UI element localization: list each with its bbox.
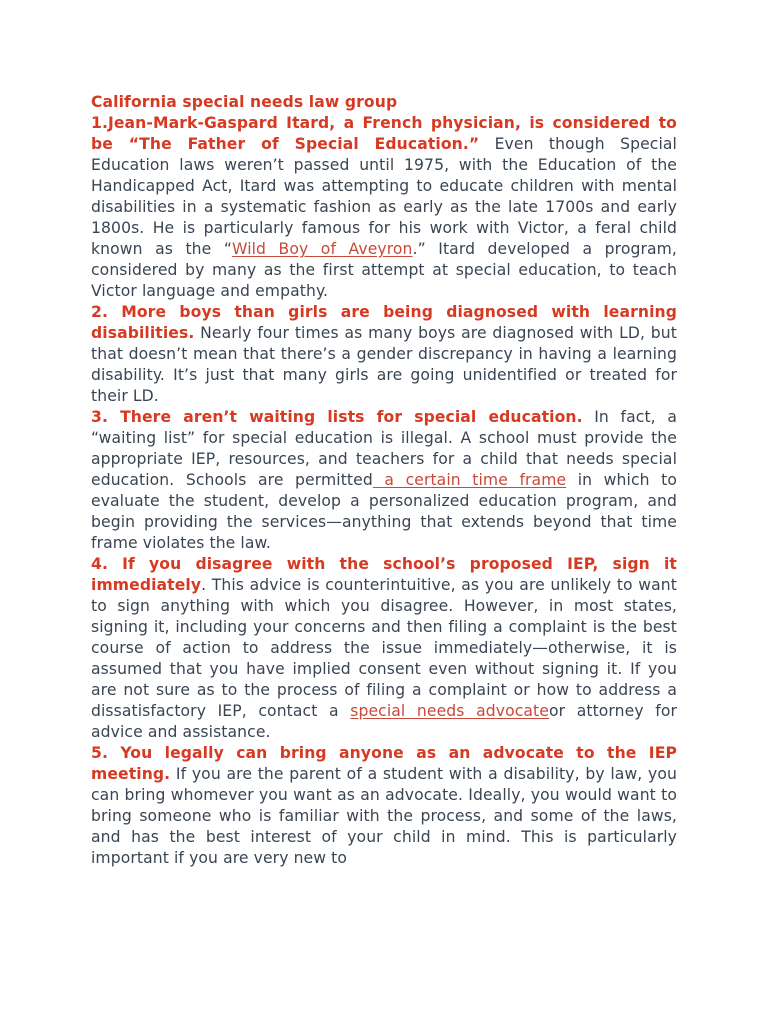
list-item [91,554,677,743]
list-item [91,407,677,554]
time-frame-link[interactable]: a certain time frame [372,471,567,489]
item-text: .” Itard developed a program, considered by many as the first attempt at special education, to teach Victor language and empathy. [91,240,677,300]
item-heading: 2. More boys than girls are being diagnosed with learning disabilities. [91,303,677,342]
list-item [91,113,677,302]
item-text: or attorney for advice and assistance. [91,702,677,741]
item-heading: 3. There aren’t waiting lists for special education. [91,408,583,426]
item-heading: 4. If you disagree with the school’s proposed IEP, sign it immediately [91,555,677,594]
advocate-link[interactable]: special needs advocate [350,702,549,720]
item-text: Even though Special Education laws weren’t passed until 1975, with the Education of the Handicapped Act, Itard was attempting to educate children with mental disabilities in a systematic fashion as early as the late 1700s and early 1800s. He is particularly famous for his work with Victor, a feral child known as the “ [91,135,677,258]
item-heading: 1.Jean-Mark-Gaspard Itard, a French physician, is considered to be “The Father of Special Education.” [91,114,677,153]
list-item [91,743,677,869]
document-title: California special needs law group [91,93,398,111]
wild-boy-link[interactable]: Wild Boy of Aveyron [232,240,413,258]
item-heading: 5. You legally can bring anyone as an advocate to the IEP meeting. [91,744,677,783]
item-text: In fact, a “waiting list” for special education is illegal. A school must provide the appropriate IEP, resources, and teachers for a child that needs special education. Schools are permitted [91,408,677,489]
item-text: . This advice is counterintuitive, as you are unlikely to want to sign anything with which you disagree. However, in most states, signing it, including your concerns and then filing a complaint is the best course of action to address the issue immediately—otherwise, it is assumed that you have implied consent even without signing it. If you are not sure as to the process of filing a complaint or how to address a dissatisfactory IEP, contact a [91,576,677,720]
list-item [91,302,677,407]
document-page [91,92,677,869]
item-text: Nearly four times as many boys are diagnosed with LD, but that doesn’t mean that there’s a gender discrepancy in having a learning disability. It’s just that many girls are going unidentified or treated for their LD. [91,324,677,405]
item-text: in which to evaluate the student, develop a personalized education program, and begin providing the services—anything that extends beyond that time frame violates the law. [91,471,677,552]
item-text: If you are the parent of a student with a disability, by law, you can bring whomever you want as an advocate. Ideally, you would want to bring someone who is familiar with the process, and some of the laws, and has the best interest of your child in mind. This is particularly important if you are very new to [91,765,677,867]
